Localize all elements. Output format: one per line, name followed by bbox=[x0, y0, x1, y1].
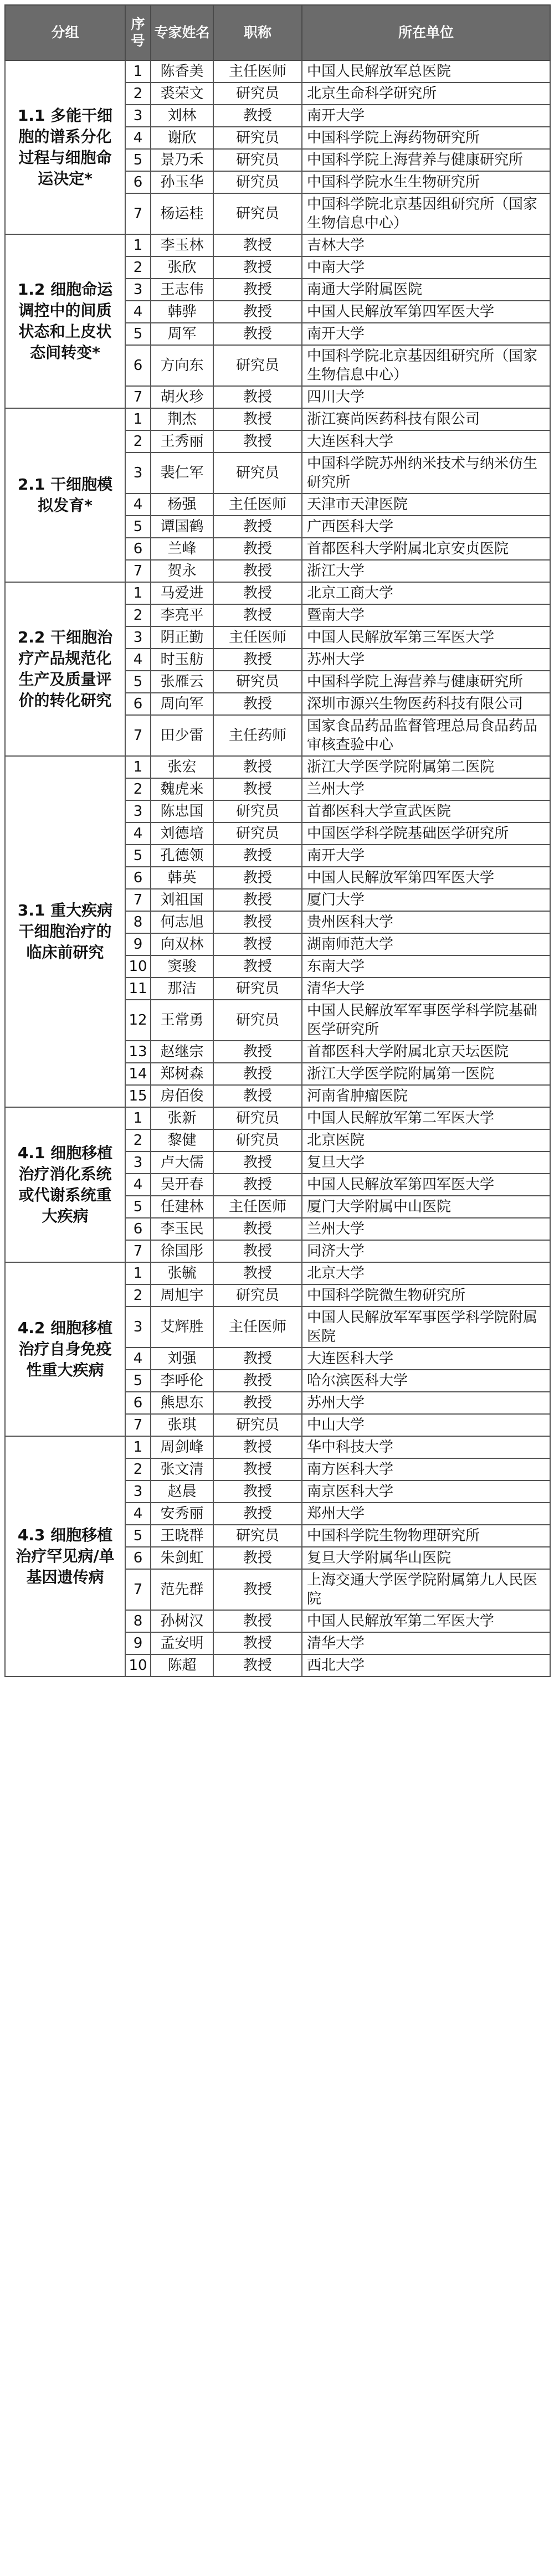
row-number: 8 bbox=[125, 1610, 151, 1632]
expert-title: 教授 bbox=[213, 1085, 302, 1107]
expert-title: 教授 bbox=[213, 516, 302, 538]
table-row bbox=[5, 1436, 550, 1458]
row-number: 3 bbox=[125, 1151, 151, 1174]
expert-affiliation: 复旦大学 bbox=[302, 1151, 550, 1174]
table-row bbox=[5, 234, 550, 256]
expert-affiliation: 国家食品药品监督管理总局食品药品审核查验中心 bbox=[302, 715, 550, 756]
header-name: 专家姓名 bbox=[151, 5, 213, 60]
expert-affiliation: 中国人民解放军第四军医大学 bbox=[302, 301, 550, 323]
header-num: 序号 bbox=[125, 5, 151, 60]
row-number: 7 bbox=[125, 889, 151, 911]
expert-name: 徐国彤 bbox=[151, 1240, 213, 1262]
expert-title: 教授 bbox=[213, 1503, 302, 1525]
expert-title: 教授 bbox=[213, 323, 302, 345]
expert-affiliation: 中国科学院苏州纳米技术与纳米仿生研究所 bbox=[302, 453, 550, 493]
expert-affiliation: 厦门大学附属中山医院 bbox=[302, 1196, 550, 1218]
row-number: 6 bbox=[125, 171, 151, 193]
expert-title: 主任医师 bbox=[213, 1196, 302, 1218]
expert-affiliation: 华中科技大学 bbox=[302, 1436, 550, 1458]
expert-name: 王秀丽 bbox=[151, 430, 213, 453]
expert-name: 方向东 bbox=[151, 345, 213, 386]
expert-affiliation: 南开大学 bbox=[302, 105, 550, 127]
expert-affiliation: 同济大学 bbox=[302, 1240, 550, 1262]
table-row bbox=[5, 582, 550, 604]
expert-affiliation: 浙江赛尚医药科技有限公司 bbox=[302, 408, 550, 430]
row-number: 7 bbox=[125, 1414, 151, 1436]
table-body bbox=[5, 60, 550, 1677]
expert-name: 兰峰 bbox=[151, 538, 213, 560]
expert-name: 那洁 bbox=[151, 978, 213, 1000]
expert-title: 研究员 bbox=[213, 149, 302, 171]
row-number: 2 bbox=[125, 430, 151, 453]
expert-name: 卢大儒 bbox=[151, 1151, 213, 1174]
group-label: 4.2 细胞移植治疗自身免疫性重大疾病 bbox=[5, 1262, 125, 1436]
expert-affiliation: 中国人民解放军第四军医大学 bbox=[302, 867, 550, 889]
expert-name: 刘德培 bbox=[151, 822, 213, 845]
expert-name: 任建林 bbox=[151, 1196, 213, 1218]
expert-name: 谢欣 bbox=[151, 127, 213, 149]
expert-title: 教授 bbox=[213, 845, 302, 867]
expert-title: 研究员 bbox=[213, 127, 302, 149]
expert-title: 教授 bbox=[213, 1392, 302, 1414]
expert-name: 窦骏 bbox=[151, 955, 213, 978]
expert-affiliation: 兰州大学 bbox=[302, 778, 550, 800]
expert-title: 教授 bbox=[213, 1654, 302, 1677]
expert-affiliation: 北京大学 bbox=[302, 1262, 550, 1284]
expert-name: 韩英 bbox=[151, 867, 213, 889]
expert-title: 研究员 bbox=[213, 1000, 302, 1041]
expert-affiliation: 大连医科大学 bbox=[302, 1348, 550, 1370]
expert-affiliation: 浙江大学医学院附属第二医院 bbox=[302, 756, 550, 778]
expert-title: 教授 bbox=[213, 279, 302, 301]
row-number: 7 bbox=[125, 560, 151, 582]
row-number: 3 bbox=[125, 800, 151, 822]
expert-name: 马爱进 bbox=[151, 582, 213, 604]
expert-name: 杨强 bbox=[151, 493, 213, 516]
expert-name: 刘强 bbox=[151, 1348, 213, 1370]
header-unit: 所在单位 bbox=[302, 5, 550, 60]
expert-name: 韩骅 bbox=[151, 301, 213, 323]
expert-affiliation: 暨南大学 bbox=[302, 604, 550, 626]
expert-title: 教授 bbox=[213, 560, 302, 582]
expert-affiliation: 哈尔滨医科大学 bbox=[302, 1370, 550, 1392]
row-number: 6 bbox=[125, 693, 151, 715]
row-number: 5 bbox=[125, 1370, 151, 1392]
expert-name: 熊思东 bbox=[151, 1392, 213, 1414]
expert-title: 教授 bbox=[213, 1632, 302, 1654]
expert-affiliation: 四川大学 bbox=[302, 386, 550, 408]
expert-affiliation: 清华大学 bbox=[302, 978, 550, 1000]
expert-title: 教授 bbox=[213, 386, 302, 408]
row-number: 6 bbox=[125, 1392, 151, 1414]
expert-title: 教授 bbox=[213, 604, 302, 626]
row-number: 7 bbox=[125, 386, 151, 408]
row-number: 2 bbox=[125, 604, 151, 626]
row-number: 5 bbox=[125, 671, 151, 693]
expert-title: 研究员 bbox=[213, 453, 302, 493]
expert-title: 教授 bbox=[213, 582, 302, 604]
expert-name: 艾辉胜 bbox=[151, 1307, 213, 1348]
row-number: 10 bbox=[125, 955, 151, 978]
expert-affiliation: 北京生命科学研究所 bbox=[302, 83, 550, 105]
expert-name: 孙树汉 bbox=[151, 1610, 213, 1632]
expert-name: 王晓群 bbox=[151, 1525, 213, 1547]
expert-affiliation: 清华大学 bbox=[302, 1632, 550, 1654]
expert-title: 教授 bbox=[213, 649, 302, 671]
row-number: 10 bbox=[125, 1654, 151, 1677]
expert-name: 谭国鹤 bbox=[151, 516, 213, 538]
expert-title: 研究员 bbox=[213, 800, 302, 822]
row-number: 15 bbox=[125, 1085, 151, 1107]
expert-name: 黎健 bbox=[151, 1129, 213, 1151]
row-number: 7 bbox=[125, 715, 151, 756]
row-number: 5 bbox=[125, 1525, 151, 1547]
expert-title: 教授 bbox=[213, 1436, 302, 1458]
row-number: 13 bbox=[125, 1041, 151, 1063]
expert-affiliation: 大连医科大学 bbox=[302, 430, 550, 453]
row-number: 1 bbox=[125, 756, 151, 778]
expert-title: 研究员 bbox=[213, 1129, 302, 1151]
row-number: 5 bbox=[125, 516, 151, 538]
expert-name: 张琪 bbox=[151, 1414, 213, 1436]
row-number: 4 bbox=[125, 649, 151, 671]
expert-affiliation: 中国人民解放军第二军医大学 bbox=[302, 1107, 550, 1129]
expert-title: 主任医师 bbox=[213, 493, 302, 516]
expert-title: 研究员 bbox=[213, 1284, 302, 1307]
expert-affiliation: 北京医院 bbox=[302, 1129, 550, 1151]
expert-title: 教授 bbox=[213, 105, 302, 127]
row-number: 2 bbox=[125, 1129, 151, 1151]
expert-name: 周向军 bbox=[151, 693, 213, 715]
expert-name: 刘祖国 bbox=[151, 889, 213, 911]
row-number: 4 bbox=[125, 1174, 151, 1196]
row-number: 7 bbox=[125, 193, 151, 234]
expert-title: 教授 bbox=[213, 1151, 302, 1174]
expert-affiliation: 中国科学院北京基因组研究所（国家生物信息中心） bbox=[302, 193, 550, 234]
expert-affiliation: 中国科学院上海营养与健康研究所 bbox=[302, 149, 550, 171]
expert-name: 景乃禾 bbox=[151, 149, 213, 171]
expert-title: 教授 bbox=[213, 1480, 302, 1503]
expert-name: 周军 bbox=[151, 323, 213, 345]
expert-affiliation: 浙江大学医学院附属第一医院 bbox=[302, 1063, 550, 1085]
expert-name: 张文清 bbox=[151, 1458, 213, 1480]
expert-name: 时玉舫 bbox=[151, 649, 213, 671]
group-label: 1.2 细胞命运调控中的间质状态和上皮状态间转变* bbox=[5, 234, 125, 408]
table-row bbox=[5, 1107, 550, 1129]
expert-affiliation: 天津市天津医院 bbox=[302, 493, 550, 516]
expert-name: 田少雷 bbox=[151, 715, 213, 756]
expert-affiliation: 中南大学 bbox=[302, 256, 550, 279]
expert-affiliation: 中国科学院上海营养与健康研究所 bbox=[302, 671, 550, 693]
row-number: 5 bbox=[125, 323, 151, 345]
expert-title: 主任医师 bbox=[213, 1307, 302, 1348]
group-label: 3.1 重大疾病干细胞治疗的临床前研究 bbox=[5, 756, 125, 1107]
expert-affiliation: 吉林大学 bbox=[302, 234, 550, 256]
expert-title: 教授 bbox=[213, 1041, 302, 1063]
expert-title: 研究员 bbox=[213, 171, 302, 193]
expert-name: 吴开春 bbox=[151, 1174, 213, 1196]
expert-affiliation: 苏州大学 bbox=[302, 649, 550, 671]
expert-affiliation: 南方医科大学 bbox=[302, 1458, 550, 1480]
expert-name: 裘荣文 bbox=[151, 83, 213, 105]
expert-title: 教授 bbox=[213, 867, 302, 889]
expert-name: 王志伟 bbox=[151, 279, 213, 301]
row-number: 8 bbox=[125, 911, 151, 933]
expert-title: 教授 bbox=[213, 1262, 302, 1284]
expert-affiliation: 浙江大学 bbox=[302, 560, 550, 582]
row-number: 1 bbox=[125, 1436, 151, 1458]
row-number: 2 bbox=[125, 1284, 151, 1307]
expert-name: 裴仁军 bbox=[151, 453, 213, 493]
expert-affiliation: 南通大学附属医院 bbox=[302, 279, 550, 301]
header-group: 分组 bbox=[5, 5, 125, 60]
expert-name: 陈超 bbox=[151, 1654, 213, 1677]
expert-affiliation: 北京工商大学 bbox=[302, 582, 550, 604]
expert-affiliation: 西北大学 bbox=[302, 1654, 550, 1677]
expert-title: 教授 bbox=[213, 1348, 302, 1370]
row-number: 6 bbox=[125, 1218, 151, 1240]
expert-name: 陈忠国 bbox=[151, 800, 213, 822]
expert-affiliation: 中国人民解放军第三军医大学 bbox=[302, 626, 550, 649]
expert-affiliation: 上海交通大学医学院附属第九人民医院 bbox=[302, 1569, 550, 1610]
expert-affiliation: 贵州医科大学 bbox=[302, 911, 550, 933]
expert-title: 研究员 bbox=[213, 671, 302, 693]
row-number: 4 bbox=[125, 493, 151, 516]
expert-affiliation: 中国科学院水生生物研究所 bbox=[302, 171, 550, 193]
row-number: 4 bbox=[125, 1503, 151, 1525]
expert-title: 教授 bbox=[213, 1063, 302, 1085]
expert-name: 孔德领 bbox=[151, 845, 213, 867]
expert-affiliation: 广西医科大学 bbox=[302, 516, 550, 538]
row-number: 4 bbox=[125, 301, 151, 323]
expert-name: 刘林 bbox=[151, 105, 213, 127]
expert-table bbox=[4, 4, 551, 1677]
expert-name: 李亮平 bbox=[151, 604, 213, 626]
expert-name: 张欣 bbox=[151, 256, 213, 279]
expert-affiliation: 南开大学 bbox=[302, 323, 550, 345]
row-number: 7 bbox=[125, 1240, 151, 1262]
row-number: 4 bbox=[125, 127, 151, 149]
expert-table-container bbox=[4, 4, 550, 1677]
row-number: 1 bbox=[125, 234, 151, 256]
expert-name: 安秀丽 bbox=[151, 1503, 213, 1525]
expert-title: 教授 bbox=[213, 778, 302, 800]
group-label: 2.1 干细胞模拟发育* bbox=[5, 408, 125, 582]
expert-affiliation: 中国科学院上海药物研究所 bbox=[302, 127, 550, 149]
expert-name: 张雁云 bbox=[151, 671, 213, 693]
expert-title: 教授 bbox=[213, 1610, 302, 1632]
expert-title: 教授 bbox=[213, 1370, 302, 1392]
expert-name: 张毓 bbox=[151, 1262, 213, 1284]
expert-title: 教授 bbox=[213, 889, 302, 911]
expert-title: 主任医师 bbox=[213, 60, 302, 83]
expert-title: 主任药师 bbox=[213, 715, 302, 756]
expert-affiliation: 复旦大学附属华山医院 bbox=[302, 1547, 550, 1569]
table-row bbox=[5, 408, 550, 430]
expert-title: 教授 bbox=[213, 1547, 302, 1569]
expert-title: 研究员 bbox=[213, 978, 302, 1000]
expert-title: 教授 bbox=[213, 1218, 302, 1240]
expert-name: 张新 bbox=[151, 1107, 213, 1129]
expert-name: 周剑峰 bbox=[151, 1436, 213, 1458]
expert-title: 研究员 bbox=[213, 83, 302, 105]
expert-affiliation: 南京医科大学 bbox=[302, 1480, 550, 1503]
expert-title: 教授 bbox=[213, 1174, 302, 1196]
expert-title: 研究员 bbox=[213, 822, 302, 845]
expert-title: 研究员 bbox=[213, 1525, 302, 1547]
expert-affiliation: 中国人民解放军第四军医大学 bbox=[302, 1174, 550, 1196]
expert-affiliation: 深圳市源兴生物医药科技有限公司 bbox=[302, 693, 550, 715]
table-row bbox=[5, 1262, 550, 1284]
row-number: 1 bbox=[125, 60, 151, 83]
expert-title: 教授 bbox=[213, 756, 302, 778]
row-number: 6 bbox=[125, 867, 151, 889]
header-row bbox=[5, 5, 550, 60]
expert-title: 教授 bbox=[213, 408, 302, 430]
expert-affiliation: 兰州大学 bbox=[302, 1218, 550, 1240]
expert-title: 教授 bbox=[213, 430, 302, 453]
expert-name: 李玉民 bbox=[151, 1218, 213, 1240]
expert-name: 张宏 bbox=[151, 756, 213, 778]
expert-title: 教授 bbox=[213, 1458, 302, 1480]
row-number: 6 bbox=[125, 1547, 151, 1569]
expert-title: 教授 bbox=[213, 955, 302, 978]
row-number: 1 bbox=[125, 1107, 151, 1129]
header-title: 职称 bbox=[213, 5, 302, 60]
expert-title: 教授 bbox=[213, 1569, 302, 1610]
expert-affiliation: 中国人民解放军军事医学科学院基础医学研究所 bbox=[302, 1000, 550, 1041]
expert-affiliation: 郑州大学 bbox=[302, 1503, 550, 1525]
expert-name: 何志旭 bbox=[151, 911, 213, 933]
row-number: 2 bbox=[125, 778, 151, 800]
expert-affiliation: 首都医科大学附属北京安贞医院 bbox=[302, 538, 550, 560]
expert-name: 赵晨 bbox=[151, 1480, 213, 1503]
expert-name: 荆杰 bbox=[151, 408, 213, 430]
expert-affiliation: 首都医科大学宣武医院 bbox=[302, 800, 550, 822]
row-number: 5 bbox=[125, 149, 151, 171]
expert-name: 房佰俊 bbox=[151, 1085, 213, 1107]
expert-title: 教授 bbox=[213, 256, 302, 279]
expert-name: 王常勇 bbox=[151, 1000, 213, 1041]
expert-affiliation: 厦门大学 bbox=[302, 889, 550, 911]
expert-name: 陈香美 bbox=[151, 60, 213, 83]
row-number: 3 bbox=[125, 279, 151, 301]
expert-name: 向双林 bbox=[151, 933, 213, 955]
row-number: 14 bbox=[125, 1063, 151, 1085]
expert-affiliation: 湖南师范大学 bbox=[302, 933, 550, 955]
expert-name: 贺永 bbox=[151, 560, 213, 582]
expert-affiliation: 中国科学院北京基因组研究所（国家生物信息中心） bbox=[302, 345, 550, 386]
expert-affiliation: 苏州大学 bbox=[302, 1392, 550, 1414]
expert-name: 李玉林 bbox=[151, 234, 213, 256]
expert-affiliation: 中山大学 bbox=[302, 1414, 550, 1436]
expert-name: 周旭宇 bbox=[151, 1284, 213, 1307]
expert-affiliation: 中国人民解放军第二军医大学 bbox=[302, 1610, 550, 1632]
row-number: 12 bbox=[125, 1000, 151, 1041]
expert-affiliation: 中国医学科学院基础医学研究所 bbox=[302, 822, 550, 845]
expert-name: 范先群 bbox=[151, 1569, 213, 1610]
expert-name: 李呼伦 bbox=[151, 1370, 213, 1392]
expert-name: 孙玉华 bbox=[151, 171, 213, 193]
row-number: 5 bbox=[125, 845, 151, 867]
expert-title: 研究员 bbox=[213, 1107, 302, 1129]
expert-title: 教授 bbox=[213, 1240, 302, 1262]
expert-name: 阴正勤 bbox=[151, 626, 213, 649]
expert-title: 教授 bbox=[213, 538, 302, 560]
expert-title: 教授 bbox=[213, 911, 302, 933]
row-number: 2 bbox=[125, 83, 151, 105]
expert-title: 主任医师 bbox=[213, 626, 302, 649]
expert-affiliation: 中国人民解放军总医院 bbox=[302, 60, 550, 83]
expert-affiliation: 中国人民解放军军事医学科学院附属医院 bbox=[302, 1307, 550, 1348]
row-number: 3 bbox=[125, 453, 151, 493]
expert-title: 教授 bbox=[213, 301, 302, 323]
expert-title: 教授 bbox=[213, 234, 302, 256]
expert-name: 孟安明 bbox=[151, 1632, 213, 1654]
expert-name: 魏虎来 bbox=[151, 778, 213, 800]
row-number: 3 bbox=[125, 1480, 151, 1503]
row-number: 9 bbox=[125, 1632, 151, 1654]
row-number: 4 bbox=[125, 1348, 151, 1370]
row-number: 1 bbox=[125, 582, 151, 604]
expert-title: 研究员 bbox=[213, 1414, 302, 1436]
expert-affiliation: 东南大学 bbox=[302, 955, 550, 978]
group-label: 1.1 多能干细胞的谱系分化过程与细胞命运决定* bbox=[5, 60, 125, 234]
row-number: 3 bbox=[125, 105, 151, 127]
row-number: 11 bbox=[125, 978, 151, 1000]
row-number: 5 bbox=[125, 1196, 151, 1218]
group-label: 2.2 干细胞治疗产品规范化生产及质量评价的转化研究 bbox=[5, 582, 125, 756]
row-number: 6 bbox=[125, 538, 151, 560]
row-number: 6 bbox=[125, 345, 151, 386]
row-number: 1 bbox=[125, 408, 151, 430]
expert-name: 朱剑虹 bbox=[151, 1547, 213, 1569]
expert-affiliation: 首都医科大学附属北京天坛医院 bbox=[302, 1041, 550, 1063]
row-number: 2 bbox=[125, 256, 151, 279]
row-number: 7 bbox=[125, 1569, 151, 1610]
row-number: 9 bbox=[125, 933, 151, 955]
expert-name: 赵继宗 bbox=[151, 1041, 213, 1063]
expert-title: 研究员 bbox=[213, 345, 302, 386]
expert-title: 研究员 bbox=[213, 193, 302, 234]
expert-affiliation: 南开大学 bbox=[302, 845, 550, 867]
expert-affiliation: 中国科学院生物物理研究所 bbox=[302, 1525, 550, 1547]
table-row bbox=[5, 756, 550, 778]
expert-name: 郑树森 bbox=[151, 1063, 213, 1085]
expert-affiliation: 中国科学院微生物研究所 bbox=[302, 1284, 550, 1307]
row-number: 3 bbox=[125, 1307, 151, 1348]
expert-affiliation: 河南省肿瘤医院 bbox=[302, 1085, 550, 1107]
row-number: 2 bbox=[125, 1458, 151, 1480]
table-row bbox=[5, 60, 550, 83]
group-label: 4.3 细胞移植治疗罕见病/单基因遗传病 bbox=[5, 1436, 125, 1677]
expert-title: 教授 bbox=[213, 933, 302, 955]
group-label: 4.1 细胞移植治疗消化系统或代谢系统重大疾病 bbox=[5, 1107, 125, 1262]
expert-title: 教授 bbox=[213, 693, 302, 715]
expert-name: 杨运桂 bbox=[151, 193, 213, 234]
row-number: 3 bbox=[125, 626, 151, 649]
row-number: 1 bbox=[125, 1262, 151, 1284]
expert-name: 胡火珍 bbox=[151, 386, 213, 408]
row-number: 4 bbox=[125, 822, 151, 845]
